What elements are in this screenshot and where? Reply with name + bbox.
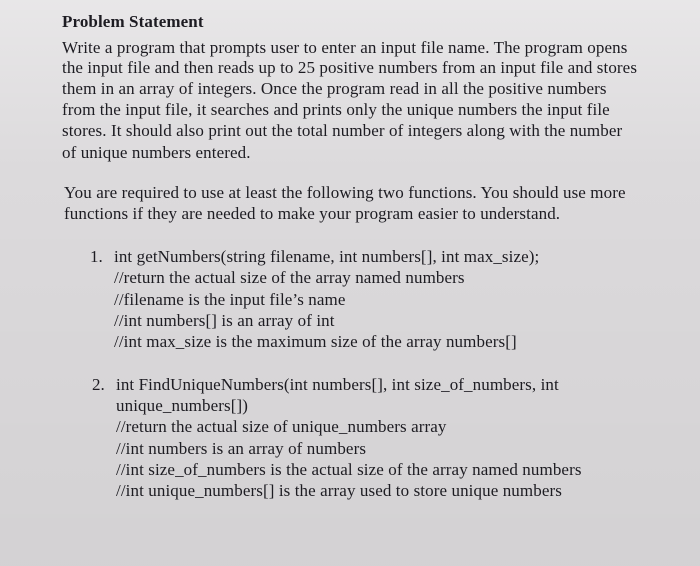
- function-1-comment: //return the actual size of the array named numbers: [114, 268, 465, 287]
- paragraph-1-line: stores. It should also print out the total number of integers along with the number: [62, 121, 623, 140]
- function-1-signature: int getNumbers(string filename, int numbers[], int max_size);: [114, 247, 540, 266]
- list-number: 1.: [90, 247, 103, 266]
- paragraph-1-line: the input file and then reads up to 25 positive numbers from an input file and stores: [62, 58, 638, 77]
- paragraph-1-line: from the input file, it searches and prints only the unique numbers the input file: [62, 100, 610, 119]
- paragraph-1-line: Write a program that prompts user to enter an input file name. The program opens: [62, 38, 628, 57]
- function-2-comment: //int unique_numbers[] is the array used to store unique numbers: [116, 481, 562, 500]
- paragraph-1-line: them in an array of integers. Once the program read in all the positive numbers: [62, 79, 607, 98]
- list-number: 2.: [92, 375, 105, 394]
- paragraph-2-line: functions if they are needed to make your program easier to understand.: [64, 204, 561, 223]
- function-1-comment: //filename is the input file’s name: [114, 290, 346, 309]
- function-2-signature: unique_numbers[]): [116, 396, 248, 415]
- paragraph-1-line: of unique numbers entered.: [62, 143, 251, 162]
- paragraph-2-line: You are required to use at least the following two functions. You should use more: [64, 183, 626, 202]
- function-2-signature: int FindUniqueNumbers(int numbers[], int size_of_numbers, int: [116, 375, 559, 394]
- document-title: Problem Statement: [62, 12, 204, 31]
- function-2-comment: //int numbers is an array of numbers: [116, 439, 367, 458]
- function-1-comment: //int max_size is the maximum size of the array numbers[]: [114, 332, 517, 351]
- function-2-comment: //int size_of_numbers is the actual size of the array named numbers: [116, 460, 582, 479]
- function-1-comment: //int numbers[] is an array of int: [114, 311, 335, 330]
- function-2-comment: //return the actual size of unique_numbers array: [116, 417, 447, 436]
